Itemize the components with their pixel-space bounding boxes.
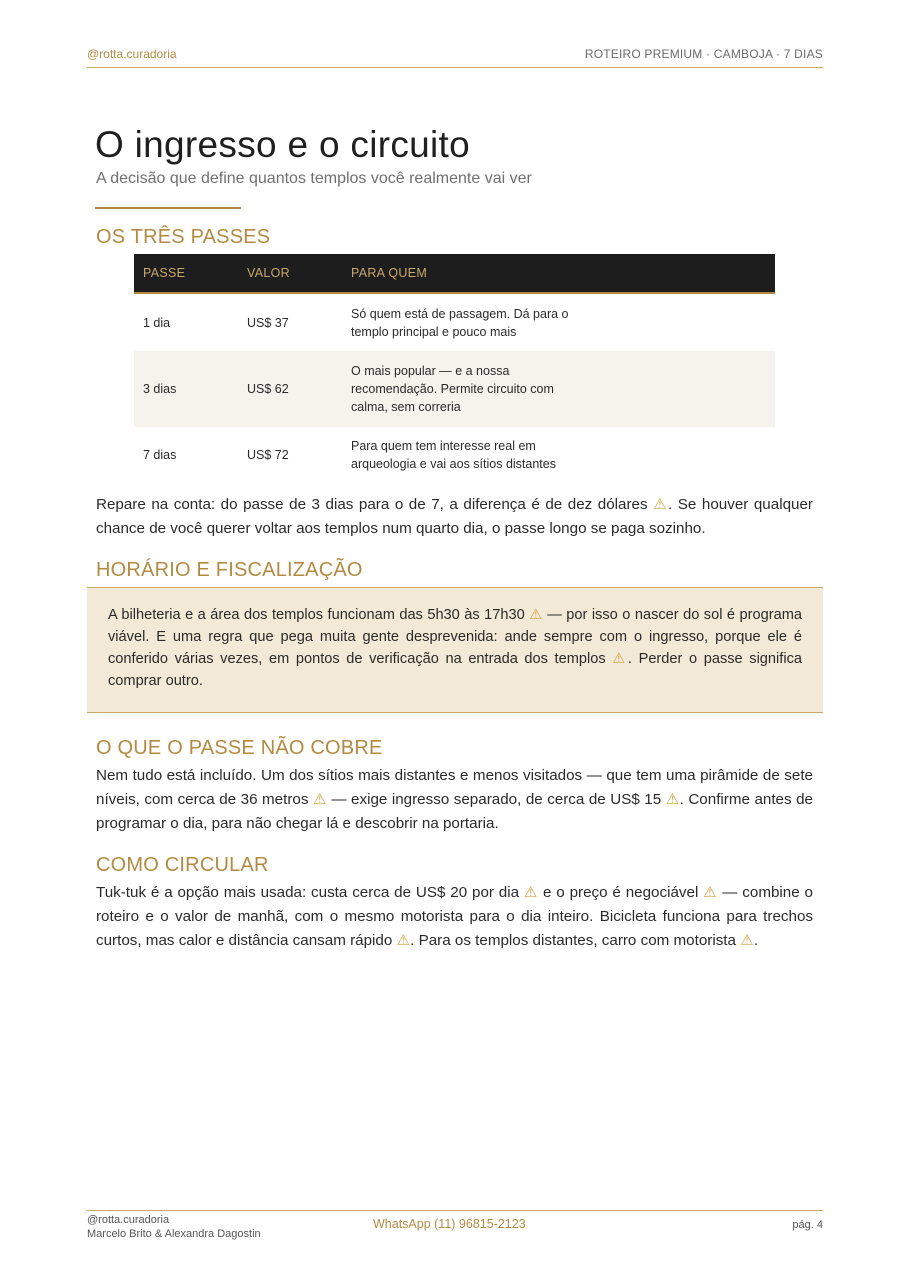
column-header-valor: VALOR [238, 254, 342, 293]
page-footer [87, 1210, 823, 1240]
footer-authors: Marcelo Brito & Alexandra Dagostin [87, 1228, 261, 1240]
header-handle: @rotta.curadoria [87, 47, 177, 61]
warning-icon: ⚠ [312, 791, 327, 808]
footer-credits [87, 1213, 261, 1241]
table-row [134, 427, 775, 483]
schedule-text-part: . Perder o passe significa comprar outro. [108, 651, 802, 689]
column-header-passe: PASSE [134, 254, 238, 293]
schedule-text-part: — por isso o nascer do sol é programa viável. E uma regra que pega muita gente desprevenida: ande sempre com o ingresso, porque ele é conferido várias vezes, em pontos de verificação na entrada dos templos [108, 607, 802, 667]
cell-passe: 1 dia [143, 315, 171, 330]
section-heading-passes: OS TRÊS PASSES [96, 226, 271, 248]
warning-icon: ⚠ [529, 607, 543, 623]
schedule-text [108, 604, 802, 692]
warning-icon: ⚠ [665, 791, 680, 808]
cell-para-quem: O mais popular — e a nossa recomendação. Permite circuito com calma, sem correria [342, 351, 775, 427]
cell-para-quem: Só quem está de passagem. Dá para o templo principal e pouco mais [351, 306, 569, 339]
section-heading-getting-around: COMO CIRCULAR [96, 854, 269, 876]
footer-page-number: pág. 4 [792, 1219, 823, 1231]
cell-valor: US$ 62 [238, 351, 342, 427]
column-header-para-quem: PARA QUEM [342, 254, 775, 293]
passes-table [134, 254, 775, 483]
schedule-text-part: A bilheteria e a área dos templos funcionam das 5h30 às 17h30 [108, 607, 525, 623]
getting-around-text-part: — combine o roteiro e o valor de manhã, com o mesmo motorista para o dia inteiro. Bicicleta funciona para trechos curtos, mas calor e distância cansam rápido [96, 884, 813, 949]
not-covered-text-part: Nem tudo está incluído. Um dos sítios mais distantes e menos visitados — que tem uma pirâmide de sete níveis, com cerca de 36 metros [96, 767, 813, 808]
getting-around-text-part: Tuk-tuk é a opção mais usada: custa cerca de US$ 20 por dia [96, 884, 520, 901]
cell-para-quem: Para quem tem interesse real em arqueologia e vai aos sítios distantes [351, 439, 556, 471]
not-covered-text-part: . Confirme antes de programar o dia, para não chegar lá e descobrir na portaria. [96, 791, 813, 832]
warning-icon: ⚠ [612, 651, 628, 667]
page-subtitle: A decisão que define quantos templos você realmente vai ver [96, 170, 532, 187]
getting-around-text-part: . [753, 932, 759, 949]
cell-valor: US$ 72 [247, 448, 289, 462]
section-heading-schedule: HORÁRIO E FISCALIZAÇÃO [96, 559, 363, 581]
getting-around-text [96, 881, 813, 953]
cell-valor: US$ 37 [247, 315, 289, 330]
warning-icon: ⚠ [703, 884, 718, 901]
warning-icon: ⚠ [740, 932, 754, 949]
passes-note [96, 493, 813, 541]
section-heading-not-covered: O QUE O PASSE NÃO COBRE [96, 737, 383, 759]
passes-note-text: . Se houver qualquer chance de você querer voltar aos templos num quarto dia, o passe longo se paga sozinho. [96, 496, 813, 537]
schedule-callout [87, 587, 823, 713]
not-covered-text-part: — exige ingresso separado, de cerca de US$ 15 [326, 791, 662, 808]
not-covered-text [96, 764, 813, 836]
passes-note-text: Repare na conta: do passe de 3 dias para o de 7, a diferença é de dez dólares [96, 496, 648, 513]
getting-around-text-part: . Para os templos distantes, carro com motorista [410, 932, 736, 949]
footer-handle: @rotta.curadoria [87, 1214, 170, 1226]
warning-icon: ⚠ [653, 496, 669, 513]
header-trip-label: ROTEIRO PREMIUM · CAMBOJA · 7 DIAS [584, 47, 823, 61]
warning-icon: ⚠ [396, 932, 411, 949]
page-header [87, 46, 823, 68]
cell-passe: 7 dias [143, 448, 177, 462]
page-title: O ingresso e o circuito [95, 124, 471, 165]
table-header-row [134, 254, 775, 293]
cell-passe: 3 dias [134, 351, 238, 427]
getting-around-text-part: e o preço é negociável [538, 884, 699, 901]
title-divider [95, 207, 241, 209]
table-row [134, 351, 775, 427]
warning-icon: ⚠ [523, 884, 539, 901]
table-row [134, 293, 775, 351]
footer-whatsapp: WhatsApp (11) 96815-2123 [373, 1217, 526, 1231]
